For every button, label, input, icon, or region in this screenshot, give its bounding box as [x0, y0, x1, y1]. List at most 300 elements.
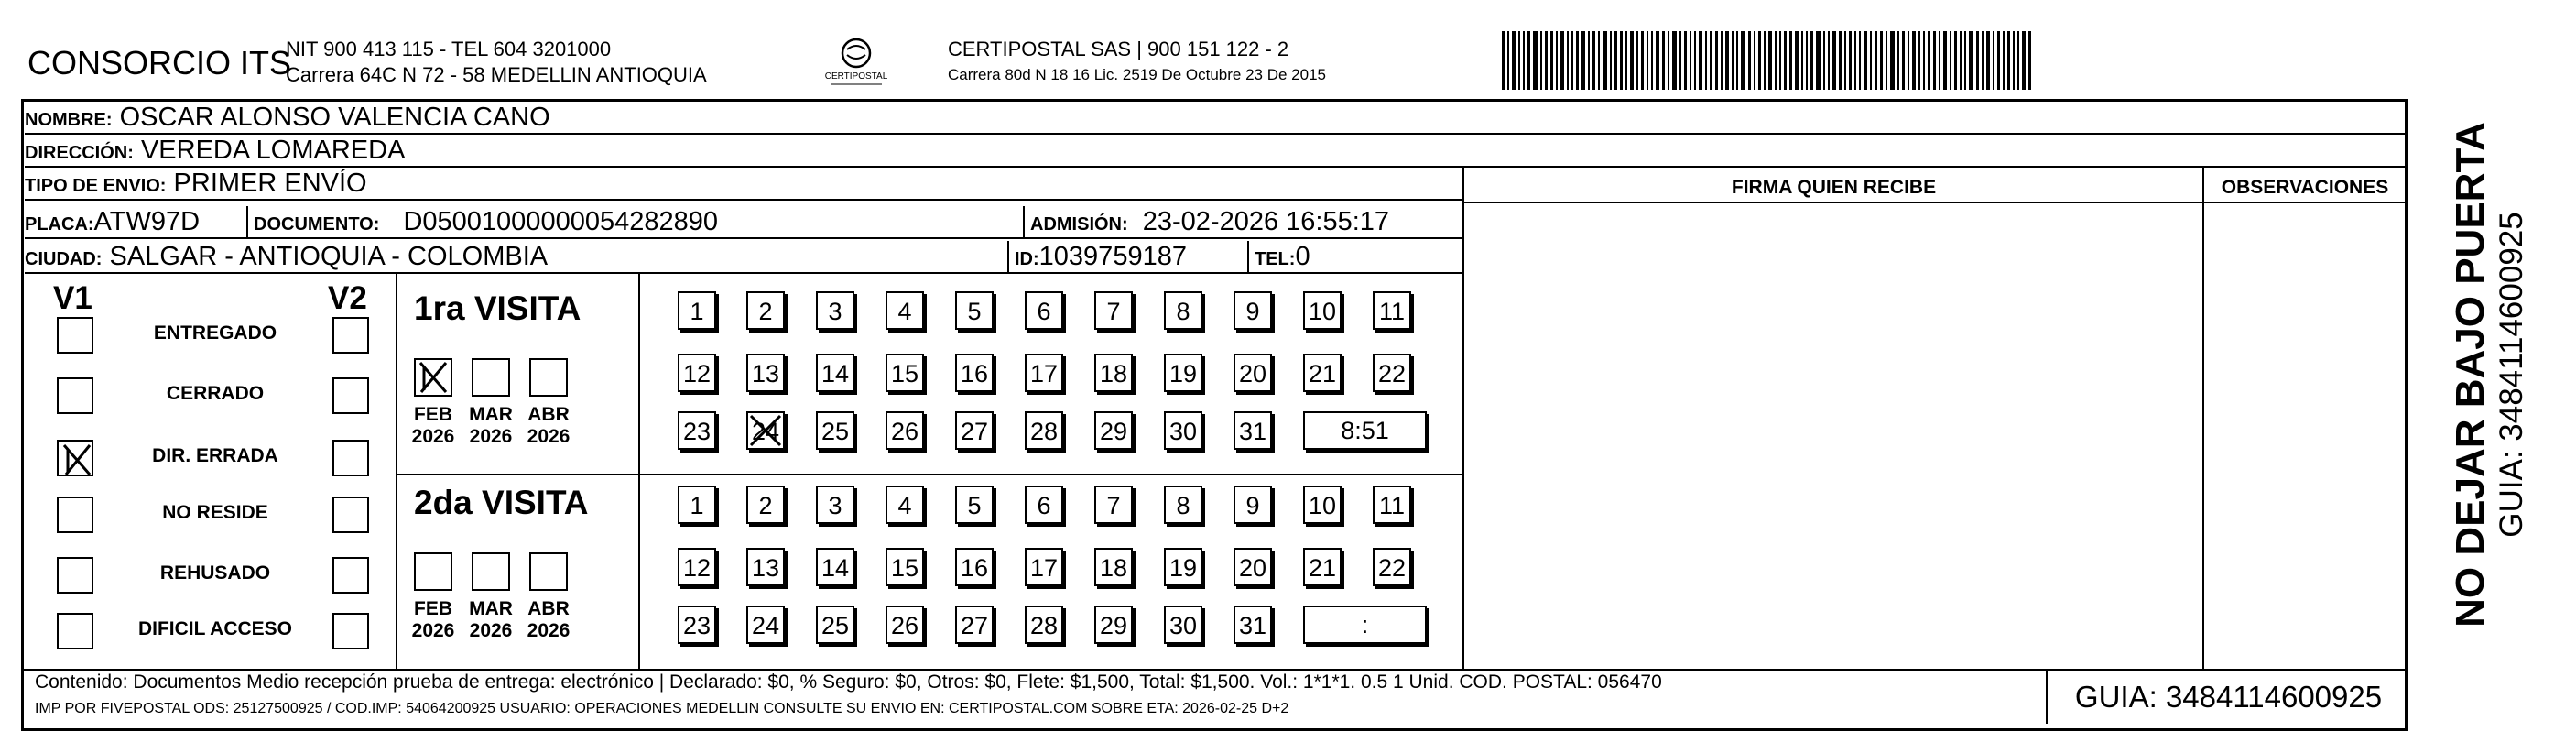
- barcode-bar: [2013, 31, 2015, 90]
- day-box[interactable]: [1094, 291, 1133, 330]
- barcode-bar: [1588, 31, 1590, 90]
- day-box[interactable]: [1303, 548, 1342, 586]
- barcode-bar: [1954, 31, 1957, 90]
- day-number: 1: [690, 298, 704, 325]
- v2-checkbox[interactable]: [332, 613, 369, 649]
- barcode-bar: [1758, 31, 1761, 90]
- day-number: 11: [1378, 298, 1406, 325]
- barcode-bar: [1560, 31, 1564, 90]
- barcode-bar: [1533, 31, 1538, 90]
- barcode-bar: [1527, 31, 1530, 90]
- barcode-bar: [1784, 31, 1787, 90]
- day-box[interactable]: [1094, 411, 1133, 450]
- month-label: [521, 404, 576, 448]
- day-box[interactable]: [1234, 291, 1272, 330]
- barcode-bar: [1741, 31, 1745, 90]
- day-number: 12: [682, 554, 712, 582]
- day-number: 18: [1099, 360, 1128, 387]
- barcode-bar: [1960, 31, 1962, 90]
- barcode-bar: [1610, 31, 1612, 90]
- day-number: 5: [967, 298, 982, 325]
- day-number: 20: [1238, 554, 1267, 582]
- day-box[interactable]: [1234, 548, 1272, 586]
- v1-header: V1: [53, 280, 92, 316]
- month-label: [463, 404, 518, 448]
- day-number: 12: [682, 360, 712, 387]
- barcode-bar: [1647, 31, 1648, 90]
- day-box[interactable]: [1025, 411, 1063, 450]
- day-number: 15: [890, 554, 919, 582]
- visit-separator: [396, 474, 1463, 475]
- v1-checkbox[interactable]: [57, 440, 93, 476]
- side-guia-text: GUIA: 3484114600925: [2494, 212, 2529, 538]
- day-number: 4: [897, 492, 912, 519]
- day-number: 9: [1245, 298, 1260, 325]
- day-number: 10: [1308, 492, 1337, 519]
- month-label: [406, 404, 461, 448]
- day-box[interactable]: [1164, 548, 1202, 586]
- visit-divider: [638, 273, 640, 670]
- day-box[interactable]: [955, 354, 994, 392]
- day-number: 14: [821, 554, 850, 582]
- day-number: 28: [1029, 612, 1059, 639]
- barcode-bar: [1721, 31, 1723, 90]
- barcode-bar: [1933, 31, 1936, 90]
- day-box[interactable]: [1094, 606, 1133, 644]
- day-box[interactable]: [678, 606, 716, 644]
- barcode-bar: [1928, 31, 1930, 90]
- month-checkbox[interactable]: [472, 358, 510, 397]
- day-number: 17: [1029, 360, 1059, 387]
- v1-checkbox[interactable]: [57, 557, 93, 594]
- day-number: 16: [960, 554, 989, 582]
- day-number: 7: [1106, 492, 1121, 519]
- barcode-bar: [1715, 31, 1718, 90]
- barcode-bar: [1969, 31, 1973, 90]
- day-number: 16: [960, 360, 989, 387]
- day-number: 26: [890, 612, 919, 639]
- check-x-icon: [748, 413, 783, 448]
- day-number: 24: [751, 418, 780, 445]
- status-label: DIFICIL ACCESO: [137, 618, 292, 639]
- barcode-bar: [1672, 31, 1677, 90]
- barcode-bar: [1748, 31, 1751, 90]
- month-name: ABR: [527, 598, 570, 619]
- day-box[interactable]: [746, 354, 785, 392]
- v2-checkbox[interactable]: [332, 317, 369, 354]
- day-box[interactable]: [1234, 354, 1272, 392]
- time-value: :: [1361, 611, 1369, 638]
- barcode-bar: [1844, 31, 1846, 90]
- month-checkbox[interactable]: [414, 552, 452, 591]
- day-box[interactable]: [1373, 291, 1411, 330]
- barcode-bar: [1636, 31, 1638, 90]
- address-line: Carrera 64C N 72 - 58 MEDELLIN ANTIOQUIA: [286, 63, 707, 86]
- v2-checkbox[interactable]: [332, 497, 369, 533]
- day-number: 19: [1168, 360, 1198, 387]
- month-label: [406, 598, 461, 642]
- signature-area[interactable]: [1465, 203, 2202, 669]
- admision-value: 23-02-2026 16:55:17: [1142, 207, 1390, 236]
- row-ciudad: [25, 241, 1463, 274]
- v2-checkbox[interactable]: [332, 557, 369, 594]
- barcode-bar: [1816, 31, 1821, 90]
- day-number: 8: [1176, 492, 1190, 519]
- v2-checkbox[interactable]: [332, 377, 369, 414]
- day-number: 22: [1377, 360, 1407, 387]
- barcode-bar: [1732, 31, 1734, 90]
- barcode-bar: [1571, 31, 1573, 90]
- day-box[interactable]: [816, 486, 854, 524]
- month-year: 2026: [527, 426, 571, 447]
- day-number: 21: [1308, 360, 1337, 387]
- day-box[interactable]: [1373, 548, 1411, 586]
- barcode-bar: [1512, 31, 1516, 90]
- day-number: 28: [1029, 418, 1059, 445]
- documento-value: D05001000000054282890: [403, 207, 718, 236]
- tel-label: TEL:: [1255, 249, 1296, 269]
- side-notice: [2448, 122, 2530, 628]
- check-x-icon: [59, 442, 95, 478]
- day-box[interactable]: [746, 291, 785, 330]
- day-box[interactable]: [955, 411, 994, 450]
- day-number: 26: [890, 418, 919, 445]
- day-box[interactable]: [746, 486, 785, 524]
- firma-left-border: [1462, 168, 1464, 670]
- check-x-icon: [416, 360, 451, 395]
- v2-header: V2: [328, 280, 367, 316]
- barcode-bar: [1592, 31, 1595, 90]
- day-number: 9: [1245, 492, 1260, 519]
- certipostal-info: [948, 37, 1326, 88]
- barcode-bar: [1964, 31, 1966, 90]
- company-name: CONSORCIO ITS: [27, 44, 292, 82]
- day-box[interactable]: [816, 606, 854, 644]
- day-box[interactable]: [886, 411, 924, 450]
- barcode: [1502, 31, 2225, 90]
- day-number: 17: [1029, 554, 1059, 582]
- day-box[interactable]: [678, 486, 716, 524]
- status-divider: [396, 273, 397, 670]
- day-number: 22: [1377, 554, 1407, 582]
- day-box[interactable]: [1164, 354, 1202, 392]
- guia-number: GUIA: 3484114600925: [2046, 671, 2409, 724]
- row-nombre: [25, 102, 2408, 135]
- status-label: DIR. ERRADA: [152, 445, 278, 466]
- barcode-bar: [1641, 31, 1644, 90]
- day-number: 8: [1176, 298, 1190, 325]
- day-number: 13: [751, 554, 780, 582]
- barcode-bar: [1694, 31, 1696, 90]
- day-box[interactable]: [1373, 486, 1411, 524]
- month-name: ABR: [527, 404, 570, 425]
- day-box[interactable]: [1234, 606, 1272, 644]
- day-number: 29: [1099, 418, 1128, 445]
- day-box[interactable]: [746, 411, 785, 450]
- day-box[interactable]: [955, 291, 994, 330]
- barcode-bar: [1540, 31, 1542, 90]
- month-checkbox[interactable]: [529, 552, 568, 591]
- v2-checkbox[interactable]: [332, 440, 369, 476]
- barcode-bar: [1986, 31, 1990, 90]
- barcode-bar: [1950, 31, 1951, 90]
- barcode-bar: [1806, 31, 1808, 90]
- documento-label: DOCUMENTO:: [254, 214, 380, 235]
- status-label: NO RESIDE: [162, 502, 268, 523]
- day-number: 31: [1238, 612, 1267, 639]
- month-name: MAR: [469, 404, 513, 425]
- barcode-bar: [1943, 31, 1947, 90]
- day-box[interactable]: [1025, 291, 1063, 330]
- barcode-bar: [1823, 31, 1825, 90]
- barcode-bar: [1656, 31, 1659, 90]
- day-box[interactable]: [678, 354, 716, 392]
- day-box[interactable]: [678, 548, 716, 586]
- barcode-bar: [1550, 31, 1553, 90]
- day-number: 30: [1168, 418, 1198, 445]
- barcode-bar: [1875, 31, 1877, 90]
- barcode-bar: [1630, 31, 1634, 90]
- day-number: 7: [1106, 298, 1121, 325]
- barcode-bar: [2007, 31, 2010, 90]
- day-number: 23: [682, 612, 712, 639]
- day-box[interactable]: [886, 548, 924, 586]
- barcode-bar: [1502, 31, 1505, 90]
- barcode-bar: [1864, 31, 1867, 90]
- day-number: 30: [1168, 612, 1198, 639]
- barcode-bar: [1545, 31, 1548, 90]
- day-box[interactable]: [1303, 486, 1342, 524]
- day-box[interactable]: [886, 486, 924, 524]
- barcode-bar: [1725, 31, 1729, 90]
- barcode-bar: [2017, 31, 2019, 90]
- nit-line: NIT 900 413 115 - TEL 604 3201000: [286, 38, 612, 60]
- day-number: 19: [1168, 554, 1198, 582]
- day-number: 24: [751, 612, 780, 639]
- day-number: 1: [690, 492, 704, 519]
- status-label: CERRADO: [166, 383, 265, 404]
- day-number: 27: [960, 418, 989, 445]
- month-year: 2026: [411, 426, 455, 447]
- barcode-bar: [1556, 31, 1558, 90]
- barcode-bar: [2022, 31, 2026, 90]
- day-box[interactable]: [955, 606, 994, 644]
- day-box[interactable]: [1094, 486, 1133, 524]
- id-label: ID:: [1015, 249, 1039, 269]
- v1-checkbox[interactable]: [57, 377, 93, 414]
- barcode-bar: [1507, 31, 1509, 90]
- barcode-bar: [1912, 31, 1916, 90]
- barcode-bar: [1775, 31, 1777, 90]
- barcode-bar: [1870, 31, 1872, 90]
- barcode-bar: [1897, 31, 1899, 90]
- certipostal-address: Carrera 80d N 18 16 Lic. 2519 De Octubre 23 De 2015: [948, 66, 1326, 83]
- barcode-bar: [1699, 31, 1702, 90]
- observations-area[interactable]: [2204, 203, 2406, 669]
- row-tipo: [25, 168, 1463, 201]
- barcode-bar: [1567, 31, 1569, 90]
- status-label: ENTREGADO: [153, 322, 277, 344]
- day-number: 31: [1238, 418, 1267, 445]
- barcode-bar: [1764, 31, 1766, 90]
- nombre-label: NOMBRE:: [25, 110, 113, 130]
- barcode-bar: [1789, 31, 1792, 90]
- day-number: 13: [751, 360, 780, 387]
- day-box[interactable]: [955, 548, 994, 586]
- barcode-bar: [1668, 31, 1669, 90]
- documento-cell: [246, 206, 718, 237]
- day-box[interactable]: [1164, 606, 1202, 644]
- admision-cell: [1023, 206, 1389, 237]
- day-number: 6: [1037, 298, 1051, 325]
- day-box[interactable]: [816, 548, 854, 586]
- barcode-bar: [1576, 31, 1579, 90]
- day-number: 2: [758, 492, 773, 519]
- month-name: MAR: [469, 598, 513, 619]
- day-box[interactable]: [816, 291, 854, 330]
- day-box[interactable]: [678, 411, 716, 450]
- day-box[interactable]: [1303, 354, 1342, 392]
- day-box[interactable]: [1164, 486, 1202, 524]
- visit-title: 2da VISITA: [414, 484, 589, 521]
- barcode-bar: [1810, 31, 1813, 90]
- day-box[interactable]: [1025, 354, 1063, 392]
- barcode-bar: [1918, 31, 1920, 90]
- time-box[interactable]: [1303, 411, 1427, 450]
- day-box[interactable]: [1373, 354, 1411, 392]
- barcode-bar: [1890, 31, 1895, 90]
- day-box[interactable]: [1025, 486, 1063, 524]
- barcode-bar: [1880, 31, 1883, 90]
- certipostal-logo: [810, 37, 902, 93]
- day-box[interactable]: [746, 548, 785, 586]
- day-number: 11: [1378, 492, 1406, 519]
- time-box[interactable]: [1303, 606, 1427, 644]
- day-box[interactable]: [816, 354, 854, 392]
- barcode-bar: [1886, 31, 1887, 90]
- day-box[interactable]: [1164, 291, 1202, 330]
- day-number: 21: [1308, 554, 1337, 582]
- day-box[interactable]: [746, 606, 785, 644]
- barcode-bar: [1795, 31, 1799, 90]
- day-number: 2: [758, 298, 773, 325]
- month-checkbox[interactable]: [529, 358, 568, 397]
- day-box[interactable]: [816, 411, 854, 450]
- day-box[interactable]: [886, 606, 924, 644]
- month-checkbox[interactable]: [472, 552, 510, 591]
- barcode-bar: [1801, 31, 1803, 90]
- ciudad-label: CIUDAD:: [25, 249, 103, 269]
- direccion-value: VEREDA LOMAREDA: [140, 136, 406, 165]
- day-number: 23: [682, 418, 712, 445]
- day-number: 25: [821, 418, 850, 445]
- month-name: FEB: [414, 598, 452, 619]
- right-border: [2406, 99, 2408, 731]
- day-number: 6: [1037, 492, 1051, 519]
- footer-imp: IMP POR FIVEPOSTAL ODS: 25127500925 / COD.IMP: 54064200925 USUARIO: OPERACIONES MEDELLIN CONSULTE SU ENVIO EN: CERTIPOSTAL.COM SOBRE ETA: 2026-02-25 D+2: [35, 701, 1289, 716]
- barcode-bar: [1779, 31, 1781, 90]
- day-number: 14: [821, 360, 850, 387]
- barcode-bar: [1854, 31, 1856, 90]
- day-box[interactable]: [1303, 291, 1342, 330]
- nombre-value: OSCAR ALONSO VALENCIA CANO: [119, 103, 550, 132]
- barcode-bar: [1690, 31, 1691, 90]
- v1-checkbox[interactable]: [57, 613, 93, 649]
- placa-label: PLACA:: [25, 214, 94, 235]
- barcode-bar: [1581, 31, 1585, 90]
- day-number: 4: [897, 298, 912, 325]
- day-number: 25: [821, 612, 850, 639]
- barcode-bar: [1832, 31, 1836, 90]
- barcode-bar: [1859, 31, 1861, 90]
- day-number: 29: [1099, 612, 1128, 639]
- day-box[interactable]: [886, 354, 924, 392]
- v1-checkbox[interactable]: [57, 497, 93, 533]
- tel-value: 0: [1295, 242, 1310, 271]
- tipo-value: PRIMER ENVÍO: [173, 169, 367, 198]
- v1-checkbox[interactable]: [57, 317, 93, 354]
- direccion-label: DIRECCIÓN:: [25, 143, 134, 163]
- barcode-bar: [1598, 31, 1600, 90]
- month-year: 2026: [469, 426, 513, 447]
- barcode-bar: [1651, 31, 1653, 90]
- firma-header: FIRMA QUIEN RECIBE: [1731, 177, 1937, 198]
- day-number: 27: [960, 612, 989, 639]
- day-box[interactable]: [1094, 548, 1133, 586]
- placa-value: ATW97D: [93, 207, 201, 236]
- barcode-bar: [1849, 31, 1852, 90]
- day-number: 15: [890, 360, 919, 387]
- observaciones-header: OBSERVACIONES: [2221, 177, 2389, 198]
- admision-label: ADMISIÓN:: [1030, 214, 1128, 235]
- barcode-bar: [1993, 31, 1994, 90]
- logo-text: CERTIPOSTAL: [824, 71, 888, 82]
- company-info: [286, 37, 707, 88]
- row-placa: [25, 206, 1463, 239]
- day-box[interactable]: [1234, 411, 1272, 450]
- no-dejar-text: NO DEJAR BAJO PUERTA: [2448, 122, 2493, 628]
- day-box[interactable]: [1164, 411, 1202, 450]
- month-year: 2026: [469, 620, 513, 641]
- barcode-bar: [1923, 31, 1925, 90]
- month-year: 2026: [527, 620, 571, 641]
- day-box[interactable]: [1025, 606, 1063, 644]
- barcode-bar: [1768, 31, 1772, 90]
- day-box[interactable]: [1234, 486, 1272, 524]
- barcode-bar: [1603, 31, 1607, 90]
- day-box[interactable]: [678, 291, 716, 330]
- barcode-bar: [1908, 31, 1909, 90]
- month-name: FEB: [414, 404, 452, 425]
- barcode-bar: [1705, 31, 1707, 90]
- id-value: 1039759187: [1038, 242, 1187, 271]
- visit-title: 1ra VISITA: [414, 289, 582, 327]
- day-number: 3: [828, 492, 842, 519]
- barcode-bar: [1828, 31, 1830, 90]
- certipostal-line: CERTIPOSTAL SAS | 900 151 122 - 2: [948, 38, 1289, 60]
- day-box[interactable]: [1094, 354, 1133, 392]
- status-label: REHUSADO: [159, 562, 271, 584]
- tipo-label: TIPO DE ENVIO:: [25, 176, 167, 196]
- day-box[interactable]: [955, 486, 994, 524]
- barcode-bar: [1754, 31, 1755, 90]
- day-box[interactable]: [886, 291, 924, 330]
- month-checkbox[interactable]: [414, 358, 452, 397]
- day-number: 5: [967, 492, 982, 519]
- id-cell: [1007, 241, 1187, 272]
- tel-cell: [1247, 241, 1310, 272]
- day-box[interactable]: [1025, 548, 1063, 586]
